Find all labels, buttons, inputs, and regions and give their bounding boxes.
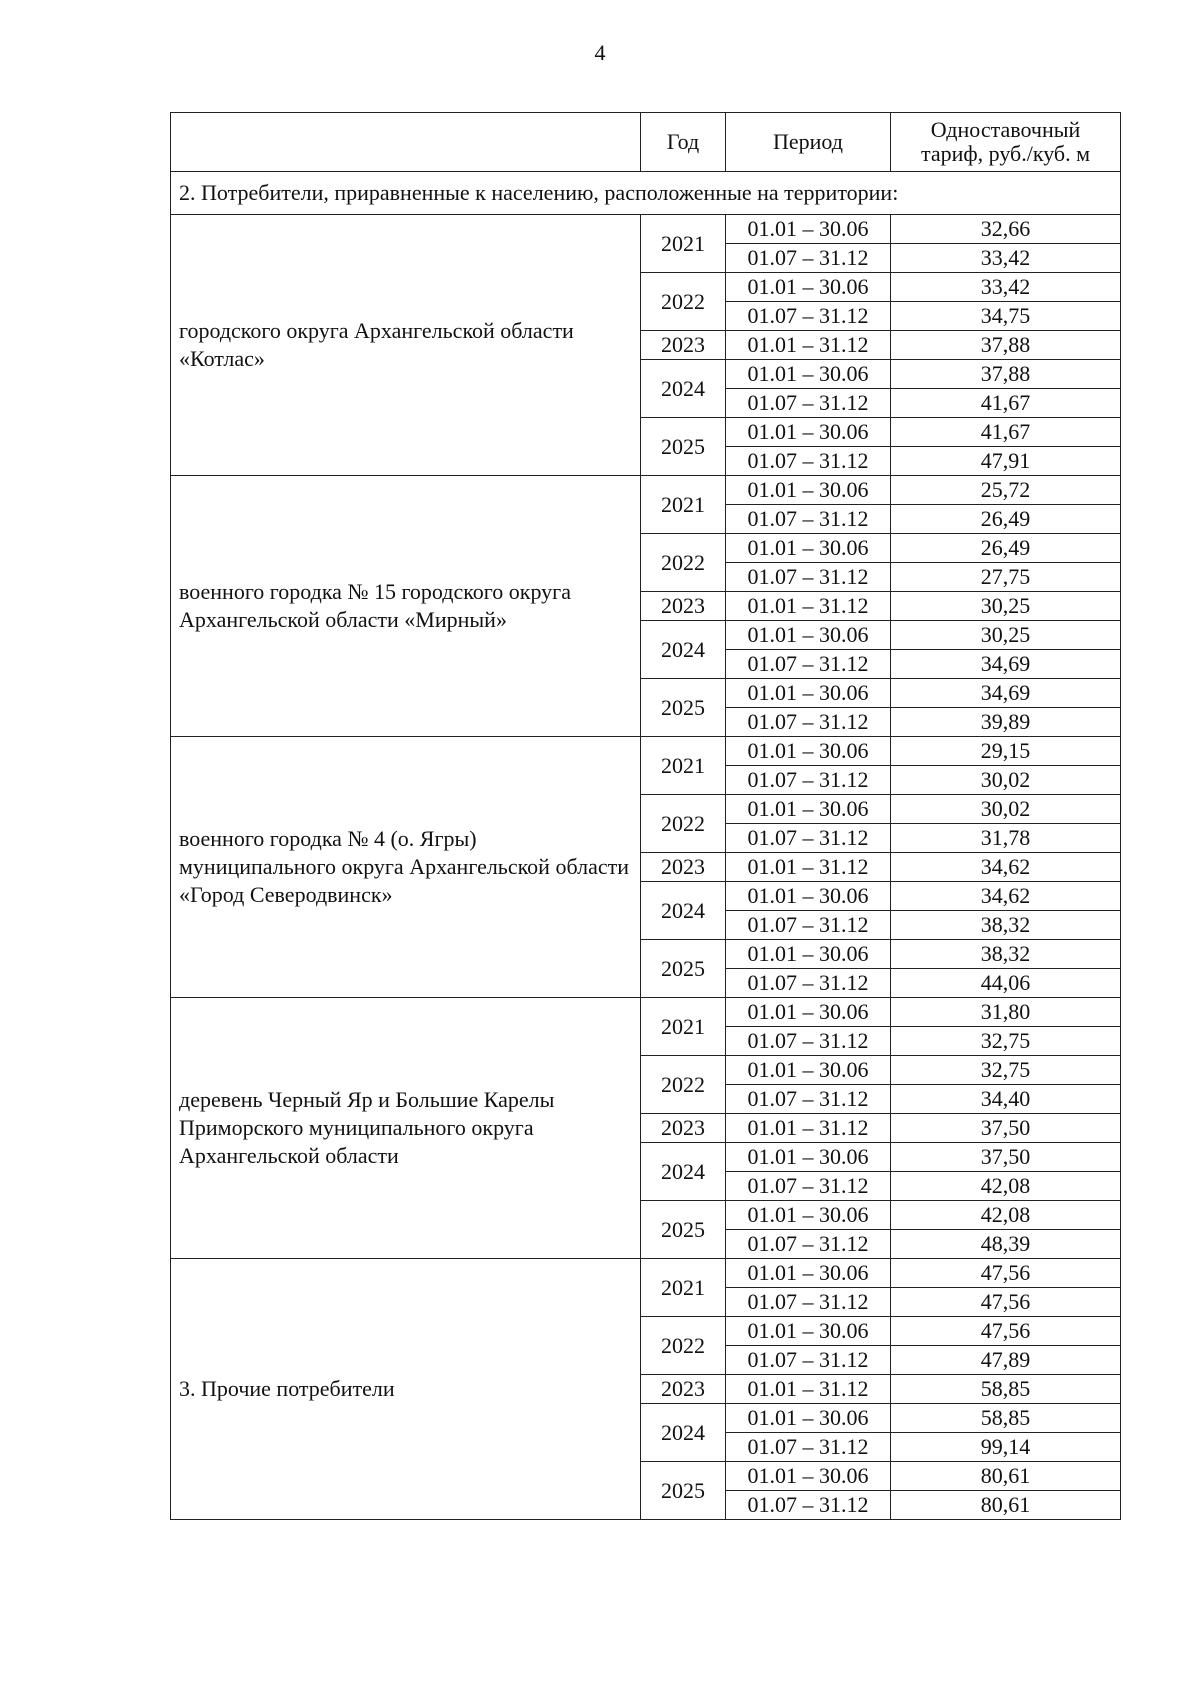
- year-cell: 2022: [641, 273, 726, 331]
- period-cell: 01.01 – 31.12: [726, 1375, 891, 1404]
- year-cell: 2024: [641, 1404, 726, 1462]
- period-cell: 01.01 – 30.06: [726, 1462, 891, 1491]
- year-cell: 2025: [641, 940, 726, 998]
- period-cell: 01.01 – 30.06: [726, 1404, 891, 1433]
- period-cell: 01.01 – 30.06: [726, 1143, 891, 1172]
- period-cell: 01.01 – 30.06: [726, 882, 891, 911]
- header-tariff-line1: Одноставочный: [930, 117, 1081, 142]
- page-number: 4: [594, 40, 606, 65]
- year-cell: 2023: [641, 331, 726, 360]
- period-cell: 01.07 – 31.12: [726, 505, 891, 534]
- table-row: [171, 998, 1121, 1027]
- tariff-cell: 48,39: [891, 1230, 1121, 1259]
- period-cell: 01.01 – 31.12: [726, 853, 891, 882]
- year-cell: 2021: [641, 1259, 726, 1317]
- period-cell: 01.01 – 30.06: [726, 679, 891, 708]
- tariff-cell: 26,49: [891, 505, 1121, 534]
- tariff-cell: 33,42: [891, 273, 1121, 302]
- tariff-cell: 32,75: [891, 1056, 1121, 1085]
- header-tariff-line2: тариф, руб./куб. м: [920, 141, 1091, 166]
- tariff-cell: 34,69: [891, 650, 1121, 679]
- tariff-cell: 99,14: [891, 1433, 1121, 1462]
- year-cell: 2024: [641, 360, 726, 418]
- territory-cell: городского округа Архангельской области «Котлас»: [171, 215, 641, 476]
- tariff-cell: 58,85: [891, 1375, 1121, 1404]
- tariff-cell: 58,85: [891, 1404, 1121, 1433]
- year-cell: 2024: [641, 1143, 726, 1201]
- period-cell: 01.07 – 31.12: [726, 1346, 891, 1375]
- tariff-cell: 44,06: [891, 969, 1121, 998]
- year-cell: 2023: [641, 853, 726, 882]
- period-cell: 01.07 – 31.12: [726, 302, 891, 331]
- period-cell: 01.07 – 31.12: [726, 1433, 891, 1462]
- tariff-cell: 26,49: [891, 534, 1121, 563]
- year-cell: 2021: [641, 215, 726, 273]
- period-cell: 01.07 – 31.12: [726, 389, 891, 418]
- period-cell: 01.01 – 31.12: [726, 592, 891, 621]
- year-cell: 2022: [641, 534, 726, 592]
- territory-cell: 3. Прочие потребители: [171, 1259, 641, 1520]
- period-cell: 01.01 – 30.06: [726, 737, 891, 766]
- table-row: [171, 737, 1121, 766]
- year-cell: 2023: [641, 592, 726, 621]
- tariff-cell: 38,32: [891, 911, 1121, 940]
- table-row: [171, 1259, 1121, 1288]
- tariff-cell: 27,75: [891, 563, 1121, 592]
- year-cell: 2025: [641, 1201, 726, 1259]
- tariff-cell: 47,56: [891, 1317, 1121, 1346]
- tariff-cell: 31,78: [891, 824, 1121, 853]
- period-cell: 01.07 – 31.12: [726, 447, 891, 476]
- table-row: [171, 476, 1121, 505]
- tariff-cell: 30,25: [891, 592, 1121, 621]
- period-cell: 01.01 – 30.06: [726, 418, 891, 447]
- period-cell: 01.01 – 31.12: [726, 331, 891, 360]
- year-cell: 2022: [641, 1317, 726, 1375]
- year-cell: 2025: [641, 418, 726, 476]
- year-cell: 2021: [641, 476, 726, 534]
- tariff-cell: 34,62: [891, 853, 1121, 882]
- tariff-cell: 80,61: [891, 1491, 1121, 1520]
- period-cell: 01.01 – 30.06: [726, 534, 891, 563]
- period-cell: 01.01 – 30.06: [726, 273, 891, 302]
- tariff-cell: 37,88: [891, 360, 1121, 389]
- period-cell: 01.01 – 30.06: [726, 621, 891, 650]
- tariff-cell: 33,42: [891, 244, 1121, 273]
- tariff-cell: 34,69: [891, 679, 1121, 708]
- period-cell: 01.07 – 31.12: [726, 969, 891, 998]
- tariff-table: [170, 112, 1121, 1520]
- period-cell: 01.07 – 31.12: [726, 824, 891, 853]
- period-cell: 01.07 – 31.12: [726, 650, 891, 679]
- tariff-cell: 47,91: [891, 447, 1121, 476]
- tariff-cell: 42,08: [891, 1201, 1121, 1230]
- tariff-cell: 34,40: [891, 1085, 1121, 1114]
- tariff-cell: 32,66: [891, 215, 1121, 244]
- tariff-cell: 34,62: [891, 882, 1121, 911]
- period-cell: 01.01 – 30.06: [726, 1259, 891, 1288]
- tariff-cell: 34,75: [891, 302, 1121, 331]
- period-cell: 01.01 – 30.06: [726, 1201, 891, 1230]
- period-cell: 01.07 – 31.12: [726, 766, 891, 795]
- table-header-row: [171, 113, 1121, 172]
- tariff-cell: 37,50: [891, 1114, 1121, 1143]
- year-cell: 2023: [641, 1375, 726, 1404]
- year-cell: 2024: [641, 621, 726, 679]
- period-cell: 01.07 – 31.12: [726, 1027, 891, 1056]
- period-cell: 01.01 – 30.06: [726, 215, 891, 244]
- tariff-cell: 37,88: [891, 331, 1121, 360]
- period-cell: 01.07 – 31.12: [726, 1172, 891, 1201]
- tariff-cell: 29,15: [891, 737, 1121, 766]
- year-cell: 2025: [641, 679, 726, 737]
- tariff-cell: 47,56: [891, 1259, 1121, 1288]
- year-cell: 2023: [641, 1114, 726, 1143]
- tariff-cell: 38,32: [891, 940, 1121, 969]
- tariff-cell: 39,89: [891, 708, 1121, 737]
- period-cell: 01.01 – 30.06: [726, 1056, 891, 1085]
- period-cell: 01.07 – 31.12: [726, 1288, 891, 1317]
- period-cell: 01.01 – 30.06: [726, 940, 891, 969]
- tariff-cell: 30,02: [891, 795, 1121, 824]
- header-territory: [171, 113, 641, 172]
- period-cell: 01.01 – 31.12: [726, 1114, 891, 1143]
- period-cell: 01.07 – 31.12: [726, 708, 891, 737]
- tariff-cell: 32,75: [891, 1027, 1121, 1056]
- tariff-cell: 37,50: [891, 1143, 1121, 1172]
- year-cell: 2024: [641, 882, 726, 940]
- tariff-cell: 30,02: [891, 766, 1121, 795]
- tariff-cell: 41,67: [891, 418, 1121, 447]
- year-cell: 2021: [641, 998, 726, 1056]
- period-cell: 01.07 – 31.12: [726, 1491, 891, 1520]
- year-cell: 2022: [641, 1056, 726, 1114]
- tariff-cell: 25,72: [891, 476, 1121, 505]
- header-tariff: [891, 113, 1121, 172]
- tariff-cell: 30,25: [891, 621, 1121, 650]
- year-cell: 2025: [641, 1462, 726, 1520]
- period-cell: 01.07 – 31.12: [726, 1230, 891, 1259]
- tariff-cell: 47,89: [891, 1346, 1121, 1375]
- territory-cell: деревень Черный Яр и Большие Карелы Приморского муниципального округа Архангельской области: [171, 998, 641, 1259]
- section-title: 2. Потребители, приравненные к населению, расположенные на территории:: [171, 172, 1121, 215]
- period-cell: 01.01 – 30.06: [726, 476, 891, 505]
- territory-cell: военного городка № 4 (о. Ягры) муниципального округа Архангельской области «Город Северодвинск»: [171, 737, 641, 998]
- year-cell: 2022: [641, 795, 726, 853]
- period-cell: 01.01 – 30.06: [726, 998, 891, 1027]
- territory-cell: военного городка № 15 городского округа Архангельской области «Мирный»: [171, 476, 641, 737]
- period-cell: 01.01 – 30.06: [726, 360, 891, 389]
- period-cell: 01.07 – 31.12: [726, 1085, 891, 1114]
- header-period: Период: [726, 113, 891, 172]
- tariff-cell: 31,80: [891, 998, 1121, 1027]
- period-cell: 01.01 – 30.06: [726, 1317, 891, 1346]
- tariff-cell: 80,61: [891, 1462, 1121, 1491]
- year-cell: 2021: [641, 737, 726, 795]
- period-cell: 01.01 – 30.06: [726, 795, 891, 824]
- header-year: Год: [641, 113, 726, 172]
- tariff-cell: 41,67: [891, 389, 1121, 418]
- period-cell: 01.07 – 31.12: [726, 563, 891, 592]
- period-cell: 01.07 – 31.12: [726, 244, 891, 273]
- table-row: [171, 215, 1121, 244]
- section-title-row: [171, 172, 1121, 215]
- period-cell: 01.07 – 31.12: [726, 911, 891, 940]
- tariff-cell: 42,08: [891, 1172, 1121, 1201]
- tariff-cell: 47,56: [891, 1288, 1121, 1317]
